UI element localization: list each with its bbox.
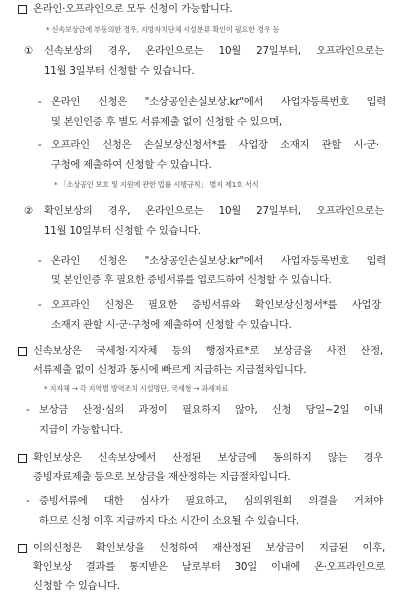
- case1-bullet2-line2: 구청에 제출하여 신청할 수 있습니다.: [51, 159, 212, 171]
- case2-bullet2-line1: 오프라인 신청은 필요한 증빙서류와 확인보상신청서*를 사업장: [51, 299, 381, 311]
- circle-number-1: ①: [24, 45, 33, 57]
- bullet-dash: -: [38, 255, 42, 267]
- section3-line2: 증빙자료제출 등으로 보상금을 재산정하는 지급절차입니다.: [33, 471, 291, 483]
- case1-bullet1-line1: 온라인 신청은 "소상공인손실보상.kr"에서 사업자등록번호 입력: [51, 96, 386, 108]
- section3-bullet1-line2: 하므로 신청 이후 지급까지 다소 시간이 소요될 수 있습니다.: [39, 515, 299, 527]
- checkbox-icon: [18, 454, 27, 463]
- case1-bullet2-line1: 오프라인 신청은 손실보상신청서*를 사업장 소재지 관할 시·군·: [51, 139, 379, 151]
- case1-line2: 11월 3일부터 신청할 수 있습니다.: [44, 65, 195, 77]
- case2-line2: 11월 10일부터 신청할 수 있습니다.: [44, 225, 201, 237]
- circle-number-2: ②: [24, 205, 33, 217]
- case1-bullet1-line2: 및 본인인증 후 별도 서류제출 없이 신청할 수 있으며,: [51, 116, 282, 128]
- section2-bullet1-line1: 보상금 산정·심의 과정이 필요하지 않아, 신청 당일~2일 이내: [39, 404, 383, 416]
- checkbox-icon: [18, 544, 27, 553]
- bullet-dash: -: [26, 495, 30, 507]
- case2-bullet1-line1: 온라인 신청은 "소상공인손실보상.kr"에서 사업자등록번호 입력: [51, 255, 386, 267]
- bullet-dash: -: [38, 299, 42, 311]
- bullet-dash: -: [38, 96, 42, 108]
- case2-bullet1-line2: 및 본인인증 후 필요한 증빙서류를 업로드하여 신청할 수 있습니다.: [51, 275, 332, 286]
- section4-line1: 이의신청은 확인보상을 신청하여 재산정된 보상금이 지급된 이후,: [33, 542, 385, 554]
- checkbox-icon: [18, 347, 27, 356]
- bullet-dash: -: [38, 139, 42, 151]
- section1-text: 온라인·오프라인으로 모두 신청이 가능합니다.: [33, 3, 233, 15]
- section1-footnote: * 신속보상금에 부동의한 경우, 지방자치단체 시설분류 확인이 필요한 경우 등: [46, 25, 280, 34]
- section2-footnote: * 지자체 → 각 지역별 방역조치 시설명단, 국세청 → 과세자료: [44, 384, 229, 393]
- case2-bullet2-line2: 소재지 관할 시·군·구청에 제출하여 신청할 수 있습니다.: [51, 319, 292, 331]
- section2-line1: 신속보상은 국세청·지자체 등의 행정자료*로 보상금을 사전 산정,: [33, 345, 383, 357]
- section4-line3: 신청할 수 있습니다.: [33, 580, 120, 592]
- section2-bullet1-line2: 지급이 가능합니다.: [39, 424, 123, 436]
- section3-line1: 확인보상은 신속보상에서 산정된 보상금에 동의하지 않는 경우: [33, 452, 383, 464]
- case1-footnote: * 「소상공인 보호 및 지원에 관한 법률 시행규칙」 별지 제1호 서식: [54, 180, 259, 189]
- case2-line1: 확인보상의 경우, 온라인으로는 10월 27일부터, 오프라인으로는: [44, 205, 384, 217]
- section4-line2: 확인보상 결과를 통지받은 날로부터 30일 이내에 온·오프라인으로: [33, 561, 385, 573]
- bullet-dash: -: [26, 404, 30, 416]
- checkbox-icon: [18, 5, 27, 14]
- section3-bullet1-line1: 증빙서류에 대한 심사가 필요하고, 심의위원회 의결을 거쳐야: [39, 495, 383, 507]
- section2-line2: 서류제출 없이 신청과 동시에 빠르게 지급하는 지급절차입니다.: [33, 364, 307, 376]
- case1-line1: 신속보상의 경우, 온라인으로는 10월 27일부터, 오프라인으로는: [44, 45, 384, 57]
